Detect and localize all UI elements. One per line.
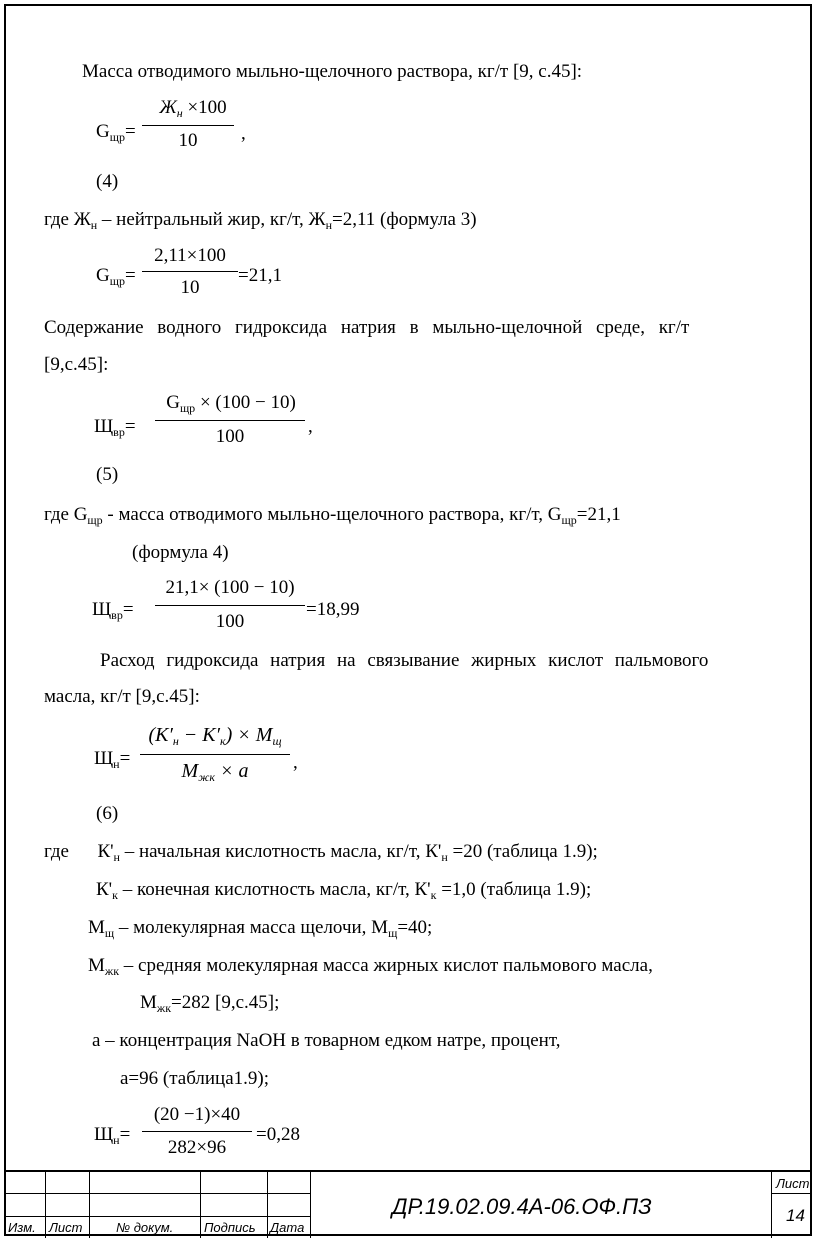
stamp-data: Дата (270, 1220, 305, 1235)
def-alkali-molar-mass: $М_щ$ – молекулярная масса щелочи, $М_щ=40$; (88, 917, 433, 940)
paragraph-naoh-consumption: Расход гидроксида натрия на связывание жирных кислот пальмового (100, 650, 709, 671)
where-soap-solution-ref: (формула 4) (132, 542, 229, 563)
def-naoh-concentration: а – концентрация NaOH в товарном едком натре, процент, (92, 1030, 561, 1051)
stamp-dokum: № докум. (116, 1220, 174, 1235)
page-number: 14 (786, 1206, 805, 1225)
paragraph-sodium-content-line1: Содержание водного гидроксида натрия в мыльно-щелочной среде, кг/т (44, 317, 690, 338)
where-soap-solution: где $G_{щр}$ - масса отводимого мыльно-щелочного раствора, кг/т, $G_{щр}=21,1$ (44, 504, 621, 527)
stamp-izm: Изм. (8, 1220, 36, 1235)
def-naoh-concentration-value: а=96 (таблица1.9); (120, 1068, 269, 1089)
stamp-list: Лист (49, 1220, 83, 1235)
where-neutral-fat: где $Ж_н$ – нейтральный жир, кг/т, $Ж_н=2,11$ (формула 3) (44, 209, 477, 232)
formula-4-fraction: $Ж_н \times 100$ 10 (142, 97, 240, 157)
def-fatty-acid-molar-mass: $М_{жк}$ – средняя молекулярная масса жирных кислот пальмового масла, (88, 955, 653, 978)
document-code: ДР.19.02.09.4А-06.ОФ.ПЗ (392, 1194, 652, 1219)
def-final-acidity: $К'_к$ – конечная кислотность масла, кг/т, $К'_к =1,0$ (таблица 1.9); (96, 879, 592, 902)
title-block (4, 1170, 812, 1238)
paragraph-sodium-content-ref: [9,с.45]: (44, 354, 109, 375)
paragraph-mass-removed: Масса отводимого мыльно-щелочного раствора, кг/т [9, с.45]: (82, 61, 583, 82)
formula-4-lhs: $G_{щр}=$ (96, 121, 136, 144)
paragraph-naoh-consumption-ref: масла, кг/т [9,с.45]: (44, 686, 200, 707)
def-fatty-acid-molar-mass-value: $М_{жк}=282$ [9,с.45]; (140, 992, 280, 1015)
def-initial-acidity: где $К'_н$ – начальная кислотность масла, кг/т, $К'_н =20$ (таблица 1.9); (44, 841, 598, 864)
stamp-podpis: Подпись (204, 1220, 256, 1235)
stamp-sheet-label: Лист (776, 1176, 810, 1191)
equation-number-6: (6) (96, 803, 119, 824)
equation-number-4: (4) (96, 171, 119, 192)
equation-number-5: (5) (96, 464, 119, 485)
paragraph-sodium-content (44, 317, 770, 339)
